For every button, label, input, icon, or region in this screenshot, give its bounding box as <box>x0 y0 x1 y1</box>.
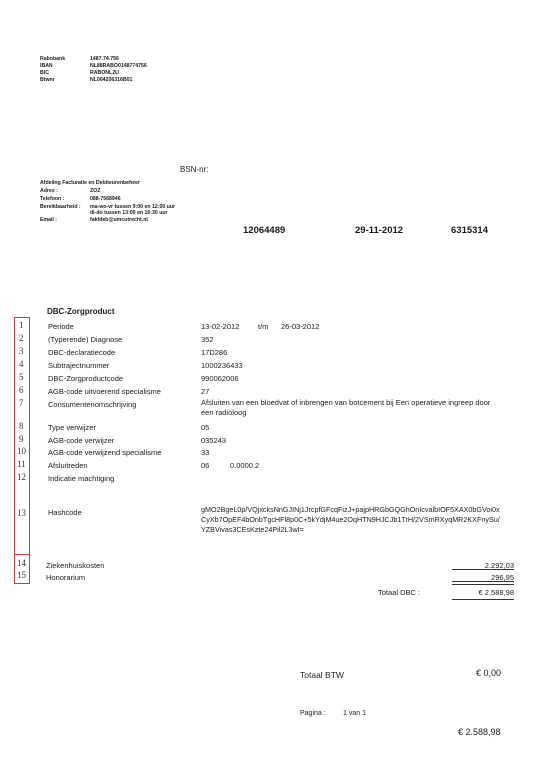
row-label-agb-verwijzend: AGB-code verwijzend specialisme <box>48 448 162 457</box>
row-number: 3 <box>19 346 24 356</box>
row-label-zorgproductcode: DBC-Zorgproductcode <box>48 374 124 383</box>
address-label: Adres : <box>40 188 58 194</box>
bank-value-btwnr: NL004206316B01 <box>90 77 133 83</box>
row-label-hashcode: Hashcode <box>48 508 82 517</box>
row-label-periode: Periode <box>48 322 74 331</box>
email-value: fakfdeb@umcutrecht.nl <box>90 217 148 223</box>
value-agb-verwijzer: 035243 <box>201 436 227 445</box>
value-hashcode: gMO2BgeL0p/VQjxcksNnGJINj1JrcpfGFcqFizJ+pajpHRGbGQGhOnIcvalbIOF5XAX0bGVoi0xCyXb7OpEF4bOnbTgcHFl8p0C+5kYdjM4ue2OqHTN9HJCJb1TrH/2VSmRXyqMR2KXFnySu/YZBVivas3CEsKzte24Pil2L3wI= <box>201 505 500 534</box>
value-subtraject: 1000236433 <box>201 361 243 370</box>
row-number: 12 <box>17 472 26 482</box>
department-title: Afdeling Facturatie en Debiteurenbeheer <box>40 180 141 186</box>
bank-label-iban: IBAN <box>40 63 53 69</box>
value-afsluitreden: 06 <box>201 461 210 470</box>
email-label: Email : <box>40 217 58 223</box>
hours-line2: di-do tussen 13:00 en 16:30 uur <box>90 210 168 216</box>
value-periode-tm: t/m <box>258 322 269 331</box>
row-label-declaratiecode: DBC-declaratiecode <box>48 348 116 357</box>
value-agb-verwijzend: 33 <box>201 448 210 457</box>
row-number: 10 <box>17 446 26 456</box>
row-label-type-verwijzer: Type verwijzer <box>48 423 96 432</box>
value-periode-start: 13-02-2012 <box>201 322 240 331</box>
row-number: 1 <box>19 320 24 330</box>
amount-double-line <box>452 584 514 585</box>
page-value: 1 van 1 <box>343 710 366 717</box>
row-label-subtraject: Subtrajectnummer <box>48 361 110 370</box>
total-dbc-label: Totaal DBC : <box>378 588 421 597</box>
value-consumentenomschrijving: Afsluiten van een bloedvat of inbrengen van botcement bij Een operatieve ingreep door een radioloog <box>201 398 491 417</box>
section-title: DBC-Zorgproduct <box>47 307 115 316</box>
account-number: 6315314 <box>451 225 488 236</box>
bank-label-bic: BIC <box>40 70 49 76</box>
row-label-consumentenomschrijving: Consumentenomschrijving <box>48 400 137 409</box>
phone-label: Telefoon : <box>40 196 65 202</box>
row-number: 6 <box>19 385 24 395</box>
bsn-label: BSN-nr: <box>180 165 209 174</box>
hours-line1: ma-wo-vr tussen 9:00 en 12:00 uur <box>90 204 176 210</box>
grand-total: € 2.588,98 <box>458 727 501 737</box>
value-type-verwijzer: 05 <box>201 423 210 432</box>
row-number: 2 <box>19 333 24 343</box>
total-btw-value: € 0,00 <box>476 668 502 678</box>
value-diagnose: 352 <box>201 335 214 344</box>
value-agb-uitvoerend: 27 <box>201 387 210 396</box>
total-dbc-underline <box>452 599 514 600</box>
hours-label: Bereikbaarheid : <box>40 204 81 210</box>
total-btw-label: Totaal BTW <box>300 670 344 680</box>
row-label-ziekenhuiskosten: Ziekenhuiskosten <box>46 561 105 570</box>
row-label-agb-uitvoerend: AGB-code uitvoerend specialisme <box>48 387 161 396</box>
bank-label-btwnr: Btwnr <box>40 77 55 83</box>
value-periode-end: 26-03-2012 <box>281 322 320 331</box>
phone-value: 088-7568946 <box>90 196 121 202</box>
row-number: 7 <box>19 398 24 408</box>
row-number: 14 <box>17 558 26 568</box>
amount-ziekenhuiskosten: 2.292,03 <box>484 561 514 570</box>
invoice-date: 29-11-2012 <box>355 225 404 236</box>
row-number: 8 <box>19 421 24 431</box>
value-declaratiecode: 17D286 <box>201 348 228 357</box>
row-label-machtiging: Indicatie machtiging <box>48 474 115 483</box>
bank-value-bic: RABONL2U <box>90 70 119 76</box>
value-afsluitreden-code: 0.0000.2 <box>230 461 260 470</box>
row-number: 4 <box>19 359 24 369</box>
value-zorgproductcode: 990062006 <box>201 374 239 383</box>
page-label: Pagina : <box>300 710 326 717</box>
invoice-number: 12064489 <box>243 225 286 236</box>
row-number: 13 <box>17 508 26 518</box>
bank-label-rabobank: Rabobank <box>40 56 66 62</box>
row-label-honorarium: Honorarium <box>46 573 86 582</box>
row-number: 9 <box>19 434 24 444</box>
row-number: 11 <box>17 459 26 469</box>
address-value: ZOZ <box>90 188 101 194</box>
total-dbc-value: € 2.588,98 <box>478 588 514 597</box>
row-number: 15 <box>17 570 26 580</box>
row-label-agb-verwijzer: AGB-code verwijzer <box>48 436 115 445</box>
bank-value-iban: NL88RABO0148774756 <box>90 63 147 69</box>
amount-honorarium: 296,95 <box>491 573 514 582</box>
row-number: 5 <box>19 372 24 382</box>
row-label-afsluitreden: Afsluitreden <box>48 461 88 470</box>
row-label-diagnose: (Typerende) Diagnose <box>48 335 123 344</box>
bank-value-rabobank: 1487.74.756 <box>90 56 119 62</box>
